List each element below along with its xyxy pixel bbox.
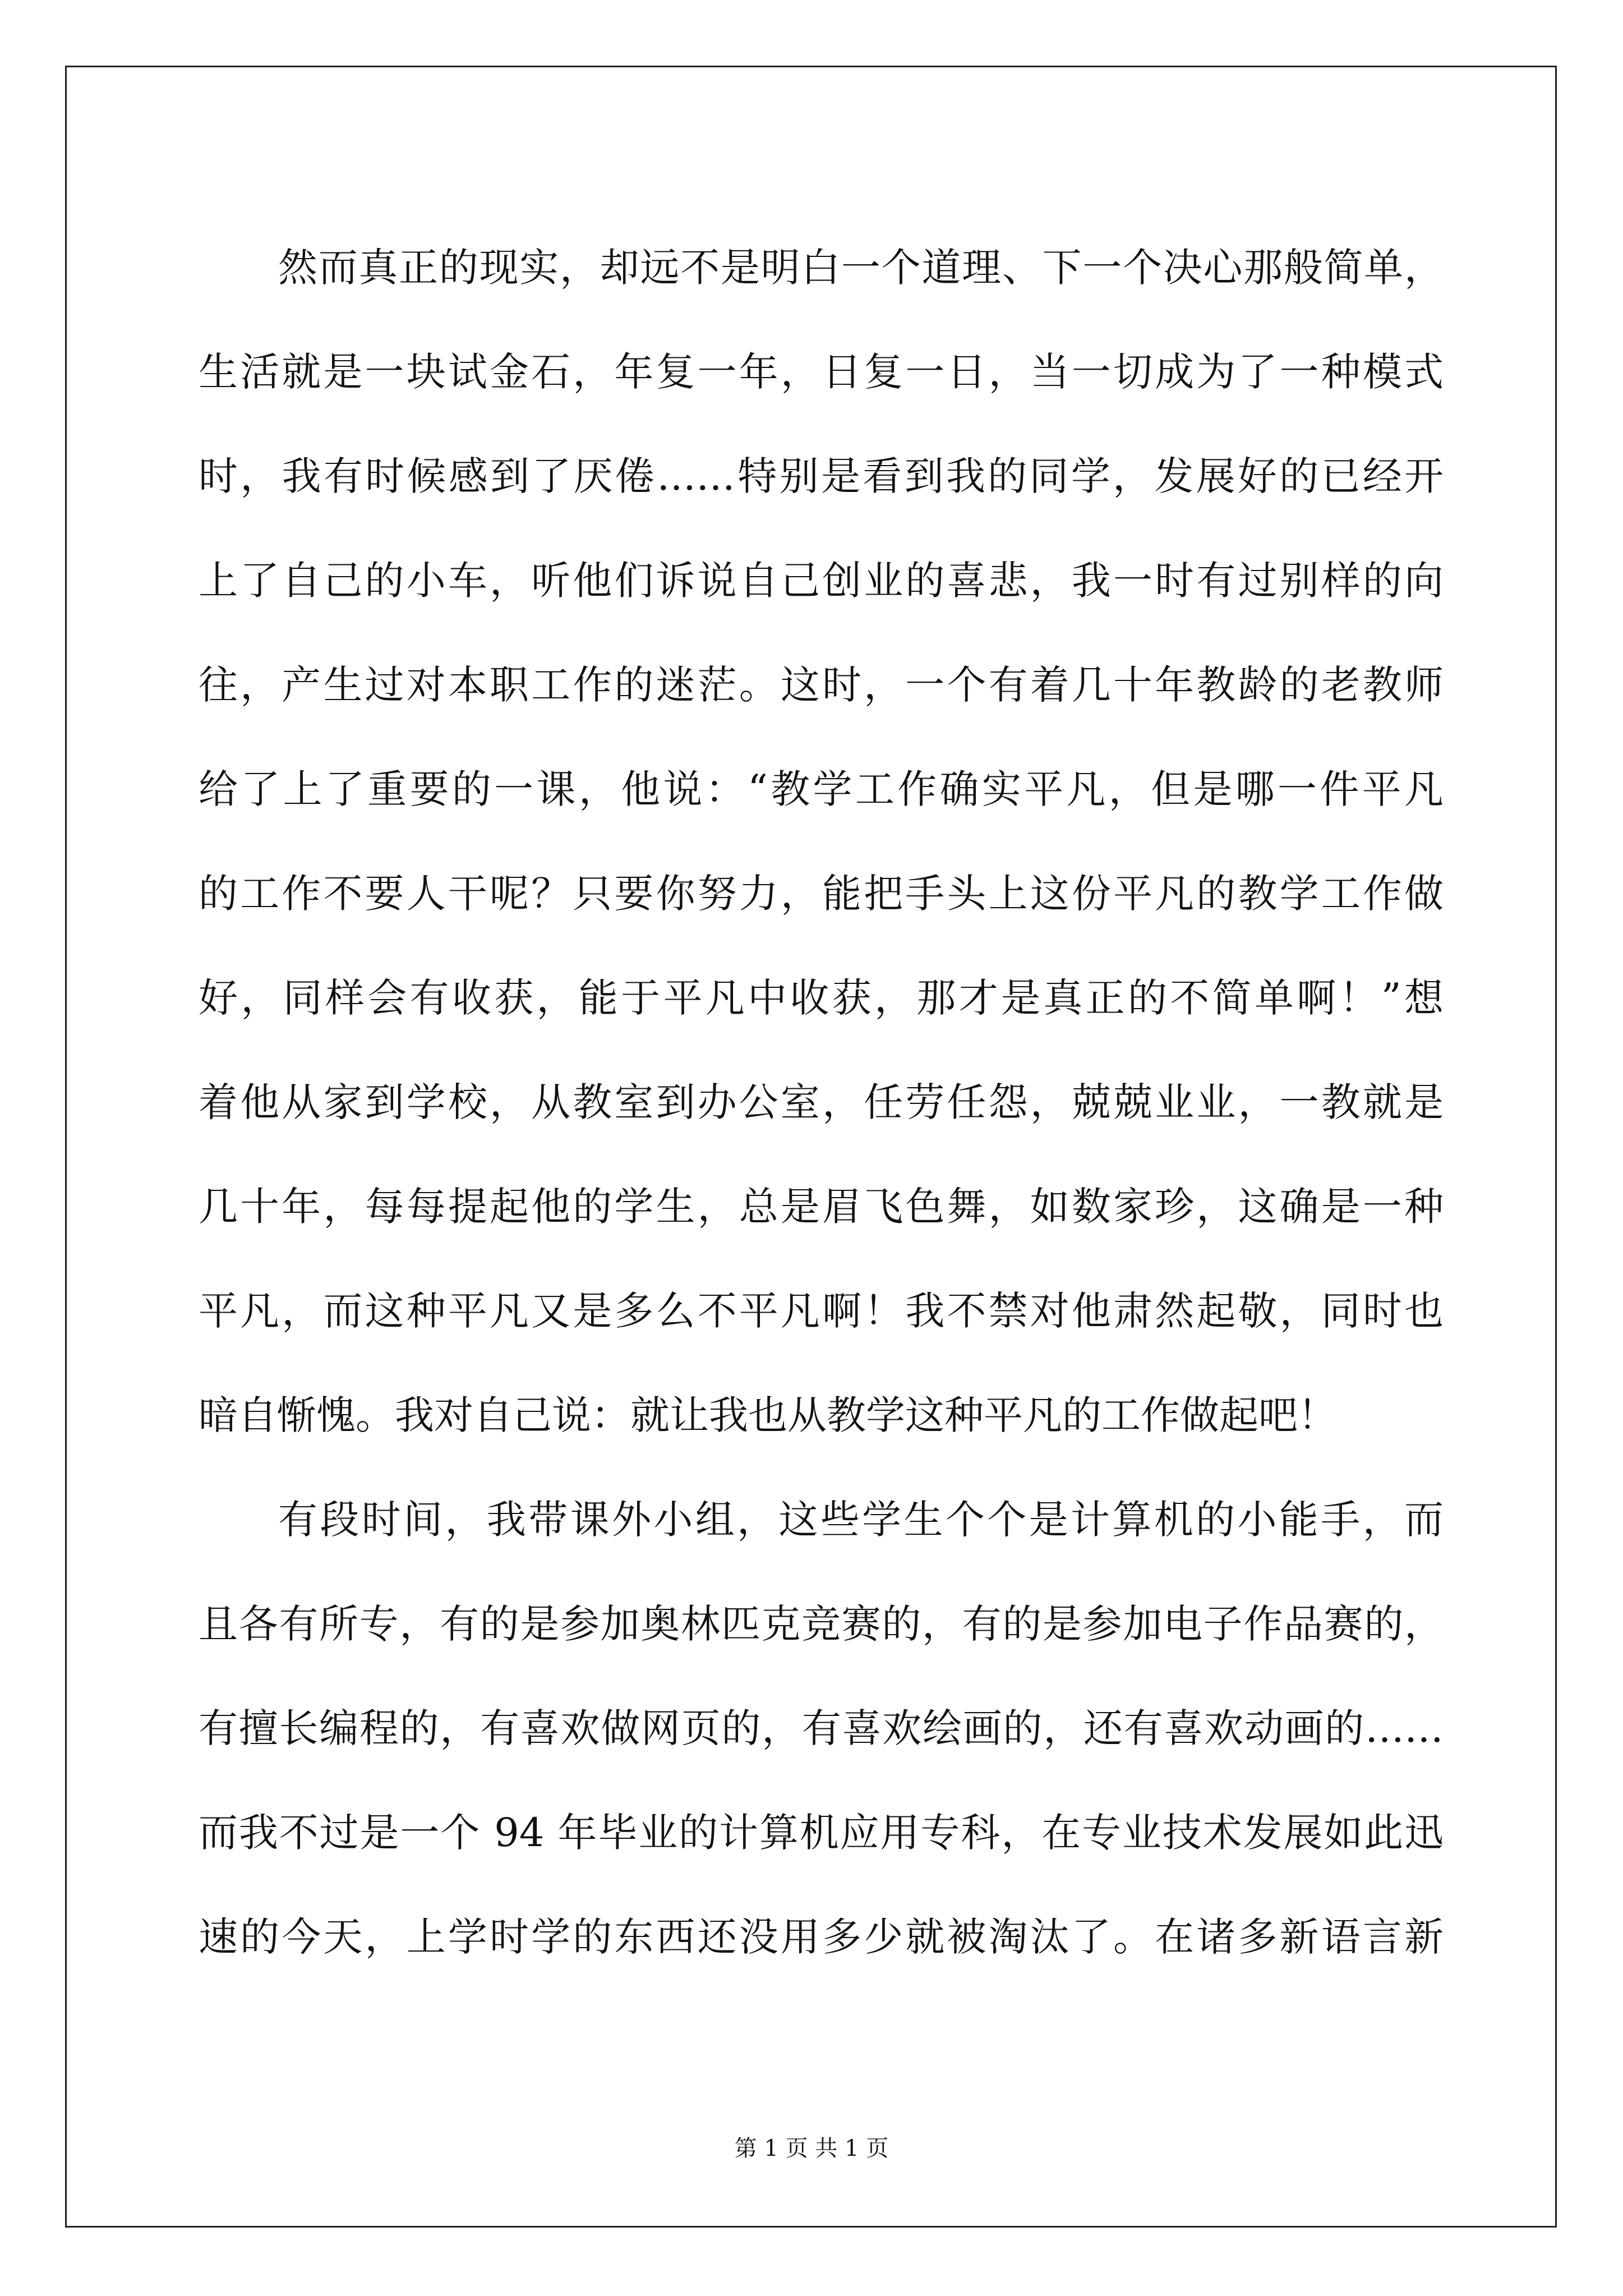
text-line: 生活就是一块试金石，年复一年，日复一日，当一切成为了一种模式 [199,349,1444,395]
page-footer: 第 1 页 共 1 页 [734,2136,889,2161]
text-line: 时，我有时候感到了厌倦……特别是看到我的同学，发展好的已经开 [199,453,1444,499]
text-line: 暗自惭愧。我对自己说：就让我也从教学这种平凡的工作做起吧！ [199,1392,1337,1438]
text-line: 几十年，每每提起他的学生，总是眉飞色舞，如数家珍，这确是一种 [199,1184,1444,1230]
text-line: 然而真正的现实，却远不是明白一个道理、下一个决心那般简单， [278,245,1444,291]
text-line: 平凡，而这种平凡又是多么不平凡啊！我不禁对他肃然起敬，同时也 [199,1288,1444,1334]
text-line: 而我不过是一个 94 年毕业的计算机应用专科，在专业技术发展如此迅 [199,1810,1444,1856]
document-body [199,215,1444,1989]
text-line: 往，产生过对本职工作的迷茫。这时，一个有着几十年教龄的老教师 [199,662,1444,708]
text-line: 的工作不要人干呢？只要你努力，能把手头上这份平凡的教学工作做 [199,871,1444,917]
text-line: 有擅长编程的，有喜欢做网页的，有喜欢绘画的，还有喜欢动画的…… [199,1705,1444,1751]
text-line: 速的今天，上学时学的东西还没用多少就被淘汰了。在诸多新语言新 [199,1914,1444,1960]
text-line: 给了上了重要的一课，他说：“教学工作确实平凡，但是哪一件平凡 [199,766,1444,812]
text-line: 着他从家到学校，从教室到办公室，任劳任怨，兢兢业业，一教就是 [199,1079,1444,1125]
text-line: 好，同样会有收获，能于平凡中收获，那才是真正的不简单啊！”想 [199,975,1444,1021]
text-line: 上了自己的小车，听他们诉说自己创业的喜悲，我一时有过别样的向 [199,558,1444,604]
text-line: 有段时间，我带课外小组，这些学生个个是计算机的小能手，而 [278,1497,1444,1543]
text-line: 且各有所专，有的是参加奥林匹克竞赛的，有的是参加电子作品赛的， [199,1601,1444,1647]
